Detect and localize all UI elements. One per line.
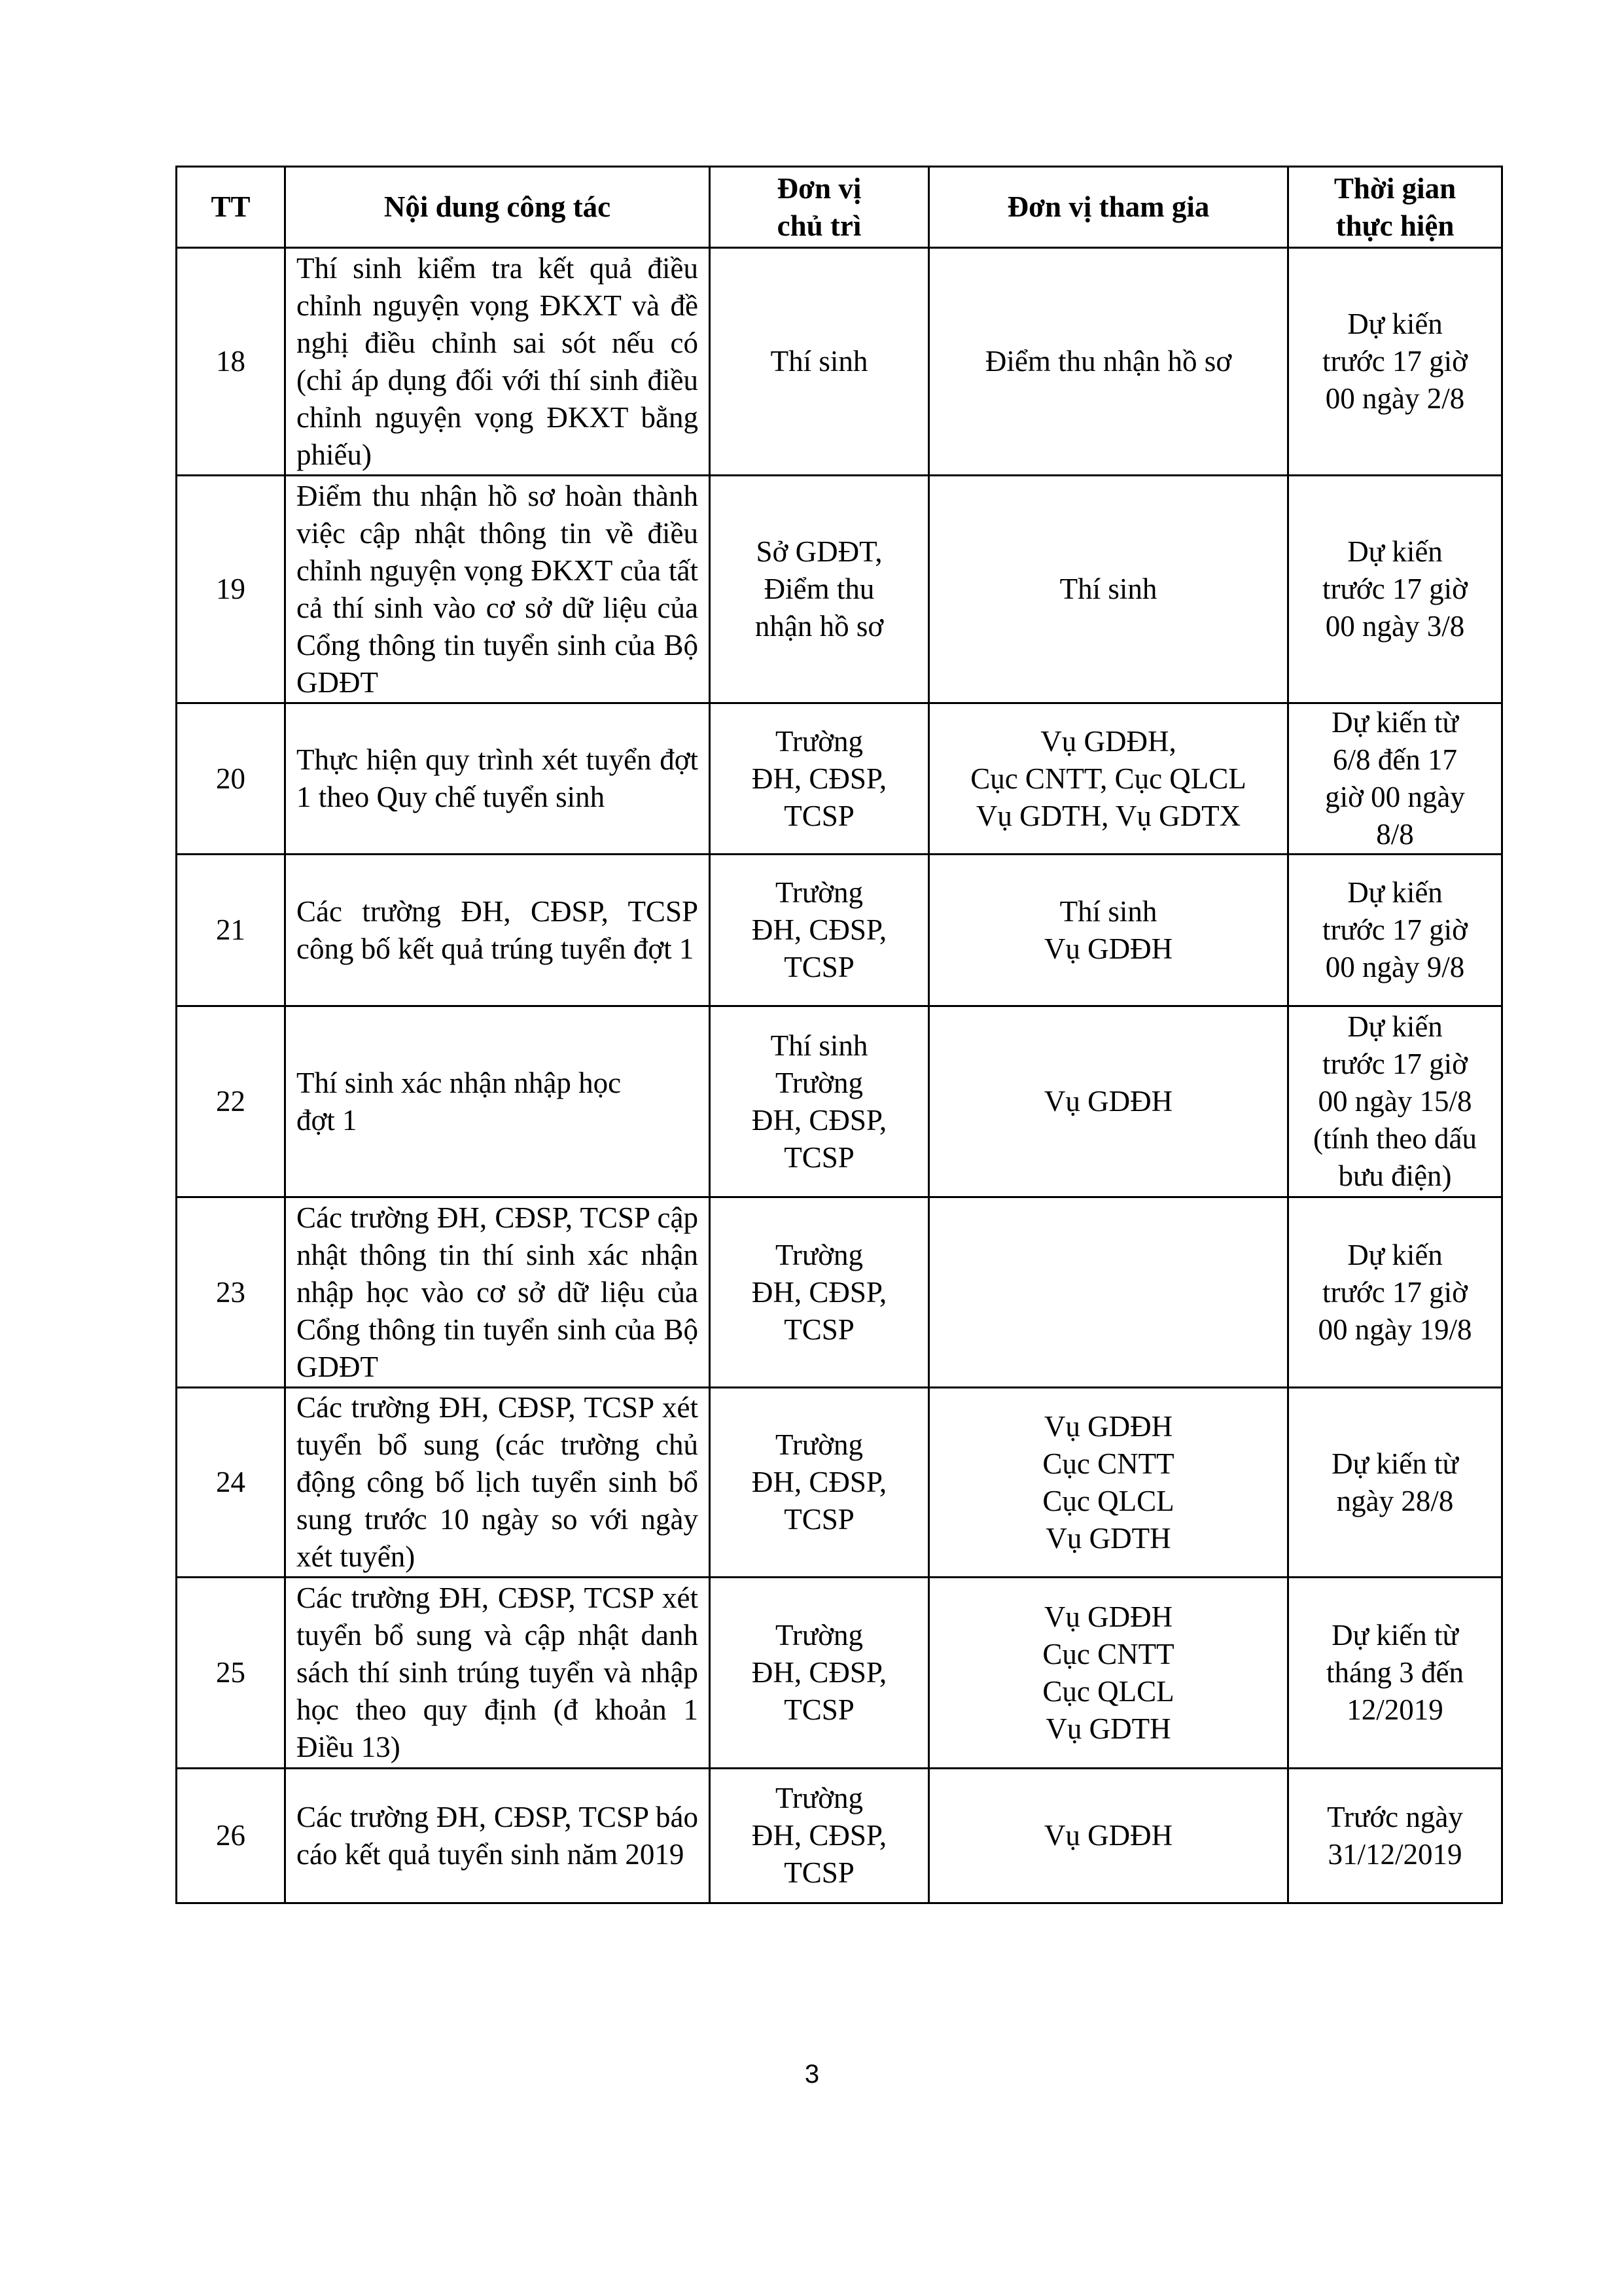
cell-tt: 23 [177, 1197, 285, 1388]
cell-participants: Vụ GDĐH Cục CNTT Cục QLCL Vụ GDTH [929, 1578, 1288, 1769]
table-row [177, 476, 1502, 703]
table-row [177, 1388, 1502, 1578]
cell-time: Dự kiến trước 17 giờ 00 ngày 3/8 [1288, 476, 1502, 703]
header-lead-unit: Đơn vị chủ trì [710, 167, 929, 248]
header-participants: Đơn vị tham gia [929, 167, 1288, 248]
cell-participants: Vụ GDĐH Cục CNTT Cục QLCL Vụ GDTH [929, 1388, 1288, 1578]
cell-content: Điểm thu nhận hồ sơ hoàn thành việc cập nhật thông tin về điều chỉnh nguyện vọng ĐKXT của tất cả thí sinh vào cơ sở dữ liệu của Cổng thông tin tuyển sinh của Bộ GDĐT [285, 476, 710, 703]
schedule-table [175, 166, 1503, 1904]
cell-content: Các trường ĐH, CĐSP, TCSP công bố kết quả trúng tuyển đợt 1 [285, 855, 710, 1006]
cell-tt: 24 [177, 1388, 285, 1578]
cell-participants: Vụ GDĐH [929, 1006, 1288, 1197]
cell-tt: 25 [177, 1578, 285, 1769]
cell-tt: 22 [177, 1006, 285, 1197]
cell-content: Các trường ĐH, CĐSP, TCSP xét tuyển bổ sung (các trường chủ động công bố lịch tuyển sinh bổ sung trước 10 ngày so với ngày xét tuyển) [285, 1388, 710, 1578]
table-row [177, 1578, 1502, 1769]
cell-content: Thí sinh xác nhận nhập học đợt 1 [285, 1006, 710, 1197]
cell-time: Dự kiến trước 17 giờ 00 ngày 2/8 [1288, 248, 1502, 476]
cell-tt: 19 [177, 476, 285, 703]
cell-participants: Thí sinh Vụ GDĐH [929, 855, 1288, 1006]
cell-time: Dự kiến trước 17 giờ 00 ngày 15/8 (tính theo dấu bưu điện) [1288, 1006, 1502, 1197]
header-row [177, 167, 1502, 248]
table-row [177, 855, 1502, 1006]
cell-tt: 21 [177, 855, 285, 1006]
cell-time: Dự kiến từ 6/8 đến 17 giờ 00 ngày 8/8 [1288, 703, 1502, 855]
cell-participants [929, 1197, 1288, 1388]
header-time: Thời gian thực hiện [1288, 167, 1502, 248]
cell-lead-unit: Thí sinh [710, 248, 929, 476]
cell-content: Các trường ĐH, CĐSP, TCSP xét tuyển bổ sung và cập nhật danh sách thí sinh trúng tuyển và nhập học theo quy định (đ khoản 1 Điều 13) [285, 1578, 710, 1769]
cell-tt: 18 [177, 248, 285, 476]
table-row [177, 703, 1502, 855]
cell-time: Dự kiến từ ngày 28/8 [1288, 1388, 1502, 1578]
cell-lead-unit: Thí sinh Trường ĐH, CĐSP, TCSP [710, 1006, 929, 1197]
cell-content: Các trường ĐH, CĐSP, TCSP cập nhật thông tin thí sinh xác nhận nhập học vào cơ sở dữ liệu của Cổng thông tin tuyển sinh của Bộ GDĐT [285, 1197, 710, 1388]
cell-lead-unit: Sở GDĐT, Điểm thu nhận hồ sơ [710, 476, 929, 703]
cell-participants: Vụ GDĐH [929, 1769, 1288, 1903]
cell-time: Dự kiến từ tháng 3 đến 12/2019 [1288, 1578, 1502, 1769]
page-number: 3 [804, 2060, 820, 2089]
table-row [177, 1197, 1502, 1388]
table-row [177, 248, 1502, 476]
cell-content: Các trường ĐH, CĐSP, TCSP báo cáo kết quả tuyển sinh năm 2019 [285, 1769, 710, 1903]
cell-lead-unit: Trường ĐH, CĐSP, TCSP [710, 855, 929, 1006]
cell-lead-unit: Trường ĐH, CĐSP, TCSP [710, 1197, 929, 1388]
cell-tt: 20 [177, 703, 285, 855]
cell-participants: Điểm thu nhận hồ sơ [929, 248, 1288, 476]
cell-participants: Thí sinh [929, 476, 1288, 703]
cell-lead-unit: Trường ĐH, CĐSP, TCSP [710, 703, 929, 855]
cell-time: Dự kiến trước 17 giờ 00 ngày 19/8 [1288, 1197, 1502, 1388]
table-row [177, 1769, 1502, 1903]
cell-lead-unit: Trường ĐH, CĐSP, TCSP [710, 1578, 929, 1769]
cell-participants: Vụ GDĐH, Cục CNTT, Cục QLCL Vụ GDTH, Vụ GDTX [929, 703, 1288, 855]
table-row [177, 1006, 1502, 1197]
cell-lead-unit: Trường ĐH, CĐSP, TCSP [710, 1769, 929, 1903]
cell-tt: 26 [177, 1769, 285, 1903]
cell-content: Thí sinh kiểm tra kết quả điều chỉnh nguyện vọng ĐKXT và đề nghị điều chỉnh sai sót nếu có (chỉ áp dụng đối với thí sinh điều chỉnh nguyện vọng ĐKXT bằng phiếu) [285, 248, 710, 476]
header-tt: TT [177, 167, 285, 248]
cell-time: Dự kiến trước 17 giờ 00 ngày 9/8 [1288, 855, 1502, 1006]
cell-content: Thực hiện quy trình xét tuyển đợt 1 theo Quy chế tuyển sinh [285, 703, 710, 855]
cell-lead-unit: Trường ĐH, CĐSP, TCSP [710, 1388, 929, 1578]
cell-time: Trước ngày 31/12/2019 [1288, 1769, 1502, 1903]
header-content: Nội dung công tác [285, 167, 710, 248]
